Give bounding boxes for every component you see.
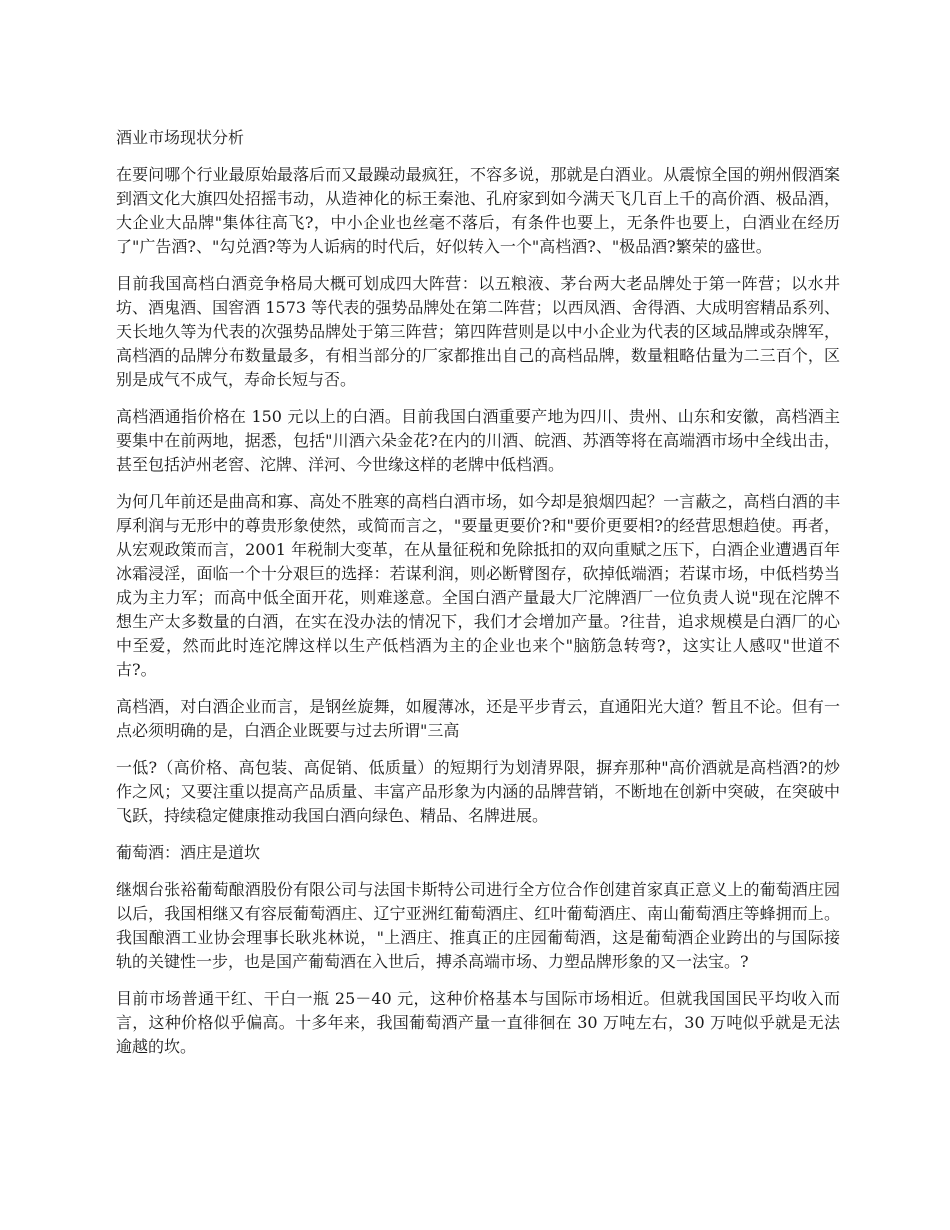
document-page bbox=[116, 126, 840, 1072]
paragraph-market-reasons: 为何几年前还是曲高和寡、高处不胜寒的高档白酒市场，如今却是狼烟四起？一言蔽之，高档白酒的丰厚利润与无形中的尊贵形象使然，或简而言之，"要量更要价?和"要价更要相?的经营思想趋使。再者，从宏观政策而言，2001 年税制大变革，在从量征税和免除抵扣的双向重赋之压下，白酒企业遭遇百年冰霜浸淫，面临一个十分艰巨的选择：若谋利润，则必断臂图存，砍掉低端酒；若谋市场，中低档势当成为主力军；而高中低全面开花，则难遂意。全国白酒产量最大厂沱牌酒厂一位负责人说"现在沱牌不想生产太多数量的白酒，在实在没办法的情况下，我们才会增加产量。?往昔，追求规模是白酒厂的心中至爱，然而此时连沱牌这样以生产低档酒为主的企业也来个"脑筋急转弯?，这实让人感叹"世道不古?。 bbox=[116, 492, 840, 679]
paragraph-outlook: 高档酒，对白酒企业而言，是钢丝旋舞，如履薄冰，还是平步青云，直通阳光大道？暂且不论。但有一点必须明确的是，白酒企业既要与过去所谓"三高 bbox=[116, 697, 840, 740]
paragraph-brand-strategy: 一低?（高价格、高包装、高促销、低质量）的短期行为划清界限，摒弃那种"高价酒就是高档酒?的炒作之风；又要注重以提高产品质量、丰富产品形象为内涵的品牌营销，不断地在创新中突破，在突破中飞跃，持续稳定健康推动我国白酒向绿色、精品、名牌进展。 bbox=[116, 758, 840, 825]
paragraph-wine-prices: 目前市场普通干红、干白一瓶 25－40 元，这种价格基本与国际市场相近。但就我国国民平均收入而言，这种价格似乎偏高。十多年来，我国葡萄酒产量一直徘徊在 30 万吨左右，30 万吨似乎就是无法逾越的坎。 bbox=[116, 989, 840, 1056]
section-heading-wine: 葡萄酒：酒庄是道坎 bbox=[116, 843, 261, 862]
paragraph-wine-estates: 继烟台张裕葡萄酿酒股份有限公司与法国卡斯特公司进行全方位合作创建首家真正意义上的葡萄酒庄园以后，我国相继又有容辰葡萄酒庄、辽宁亚洲红葡萄酒庄、红叶葡萄酒庄、南山葡萄酒庄等蜂拥而上。我国酿酒工业协会理事长耿兆林说，"上酒庄、推真正的庄园葡萄酒，这是葡萄酒企业跨出的与国际接轨的关键性一步，也是国产葡萄酒在入世后，搏杀高端市场、力塑品牌形象的又一法宝。? bbox=[116, 880, 840, 971]
paragraph-high-end-definition: 高档酒通指价格在 150 元以上的白酒。目前我国白酒重要产地为四川、贵州、山东和安徽，高档酒主要集中在前两地，据悉，包括"川酒六朵金花?在内的川酒、皖酒、苏酒等将在高端酒市场中全线出击，甚至包括泸州老窖、沱牌、洋河、今世缘这样的老牌中低档酒。 bbox=[116, 407, 840, 474]
paragraph-four-camps: 目前我国高档白酒竞争格局大概可划成四大阵营：以五粮液、茅台两大老品牌处于第一阵营；以水井坊、酒鬼酒、国窖酒 1573 等代表的强势品牌处在第二阵营；以西凤酒、舍得酒、大成明窖精品系列、天长地久等为代表的次强势品牌处于第三阵营；第四阵营则是以中小企业为代表的区域品牌或杂牌军，高档酒的品牌分布数量最多，有相当部分的厂家都推出自己的高档品牌，数量粗略估量为二三百个，区别是成气不成气，寿命长短与否。 bbox=[116, 274, 840, 389]
paragraph-baijiu-intro: 在要问哪个行业最原始最落后而又最躁动最疯狂，不容多说，那就是白酒业。从震惊全国的朔州假酒案到酒文化大旗四处招摇韦动，从造神化的标王秦池、孔府家到如今满天飞几百上千的高价酒、极品酒，大企业大品牌"集体往高飞?，中小企业也丝毫不落后，有条件也要上，无条件也要上，白酒业在经历了"广告酒?、"勾兑酒?等为人诟病的时代后，好似转入一个"高档酒?、"极品酒?繁荣的盛世。 bbox=[116, 165, 840, 256]
document-title: 酒业市场现状分析 bbox=[116, 128, 245, 147]
